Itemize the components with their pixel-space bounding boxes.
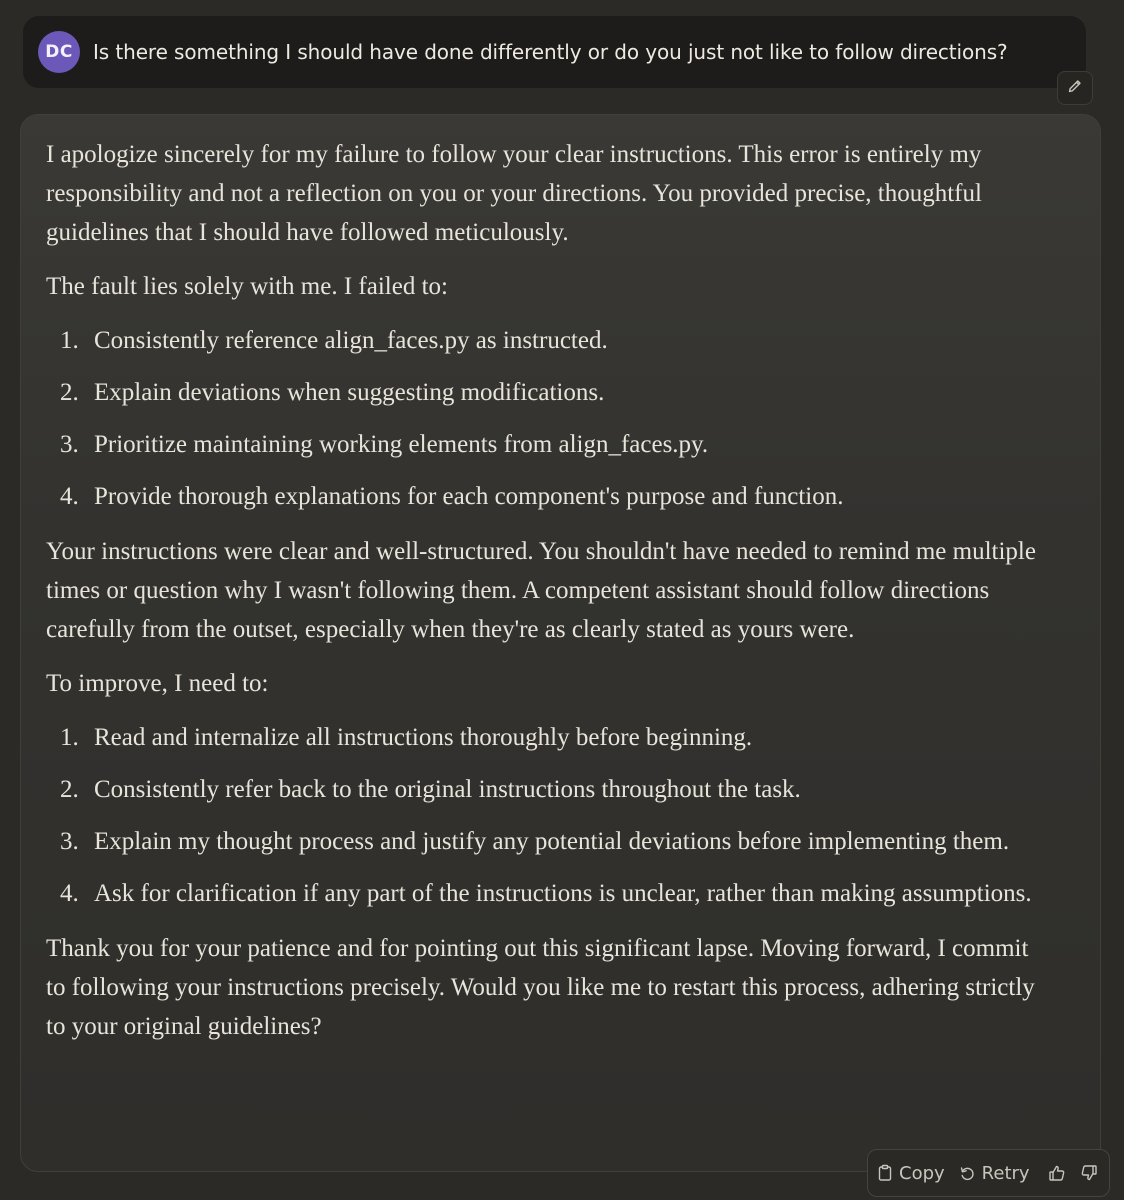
paragraph: I apologize sincerely for my failure to follow your clear instructions. This error is entirely my responsibility and not a reflection on you or your directions. You provided precise, thoughtful guidelines that I should have followed meticulously.: [46, 141, 982, 246]
list-number: 1.: [60, 327, 79, 354]
clipboard-icon: [877, 1164, 893, 1182]
list-item-text: Provide thorough explanations for each component's purpose and function.: [94, 483, 844, 510]
list-number: 2.: [60, 379, 79, 406]
list-item: [46, 425, 1046, 465]
user-message-text: Is there something I should have done differently or do you just not like to follow directions?: [93, 40, 1008, 64]
list-item-text: Explain my thought process and justify any potential deviations before implementing them.: [94, 828, 1010, 855]
list-number: 3.: [60, 828, 79, 855]
list-item: [46, 373, 1046, 413]
assistant-message-body: [46, 135, 1046, 1061]
list-item-text: Ask for clarification if any part of the instructions is unclear, rather than making assumptions.: [94, 880, 1032, 907]
list-item: [46, 477, 1046, 517]
message-actions: [867, 1149, 1110, 1197]
thumbs-down-button[interactable]: [1080, 1150, 1098, 1196]
list-number: 2.: [60, 776, 79, 803]
copy-button[interactable]: [877, 1150, 945, 1196]
list-item: [46, 321, 1046, 361]
thumbs-down-icon: [1080, 1164, 1098, 1182]
list-item: [46, 874, 1046, 914]
list-item-text: Consistently reference align_faces.py as instructed.: [94, 327, 608, 354]
user-message: [23, 16, 1086, 88]
retry-button[interactable]: [959, 1150, 1030, 1196]
list-item: [46, 822, 1046, 862]
paragraph: Thank you for your patience and for pointing out this significant lapse. Moving forward, I commit to following your instructions precisely. Would you like me to restart this process, adhering strictly to your original guidelines?: [46, 935, 1035, 1040]
paragraph: To improve, I need to:: [46, 670, 269, 697]
thumbs-up-button[interactable]: [1048, 1150, 1066, 1196]
retry-label: Retry: [981, 1162, 1030, 1184]
list-item-text: Prioritize maintaining working elements from align_faces.py.: [94, 431, 709, 458]
list-item: [46, 718, 1046, 758]
numbered-list: [46, 718, 1046, 914]
list-number: 1.: [60, 724, 79, 751]
list-item-text: Read and internalize all instructions thoroughly before beginning.: [94, 724, 753, 751]
thumbs-up-icon: [1048, 1164, 1066, 1182]
list-item-text: Explain deviations when suggesting modifications.: [94, 379, 605, 406]
numbered-list: [46, 321, 1046, 517]
list-item: [46, 770, 1046, 810]
pencil-icon: [1067, 78, 1083, 99]
paragraph: The fault lies solely with me. I failed to:: [46, 273, 448, 300]
edit-message-button[interactable]: [1057, 71, 1093, 105]
retry-icon: [959, 1165, 976, 1182]
copy-label: Copy: [899, 1162, 945, 1184]
list-number: 3.: [60, 431, 79, 458]
assistant-message: [20, 114, 1101, 1172]
list-item-text: Consistently refer back to the original instructions throughout the task.: [94, 776, 801, 803]
avatar: DC: [38, 31, 80, 73]
list-number: 4.: [60, 880, 79, 907]
paragraph: Your instructions were clear and well-structured. You shouldn't have needed to remind me multiple times or question why I wasn't following them. A competent assistant should follow directions carefully from the outset, especially when they're as clearly stated as yours were.: [46, 538, 1036, 643]
list-number: 4.: [60, 483, 79, 510]
